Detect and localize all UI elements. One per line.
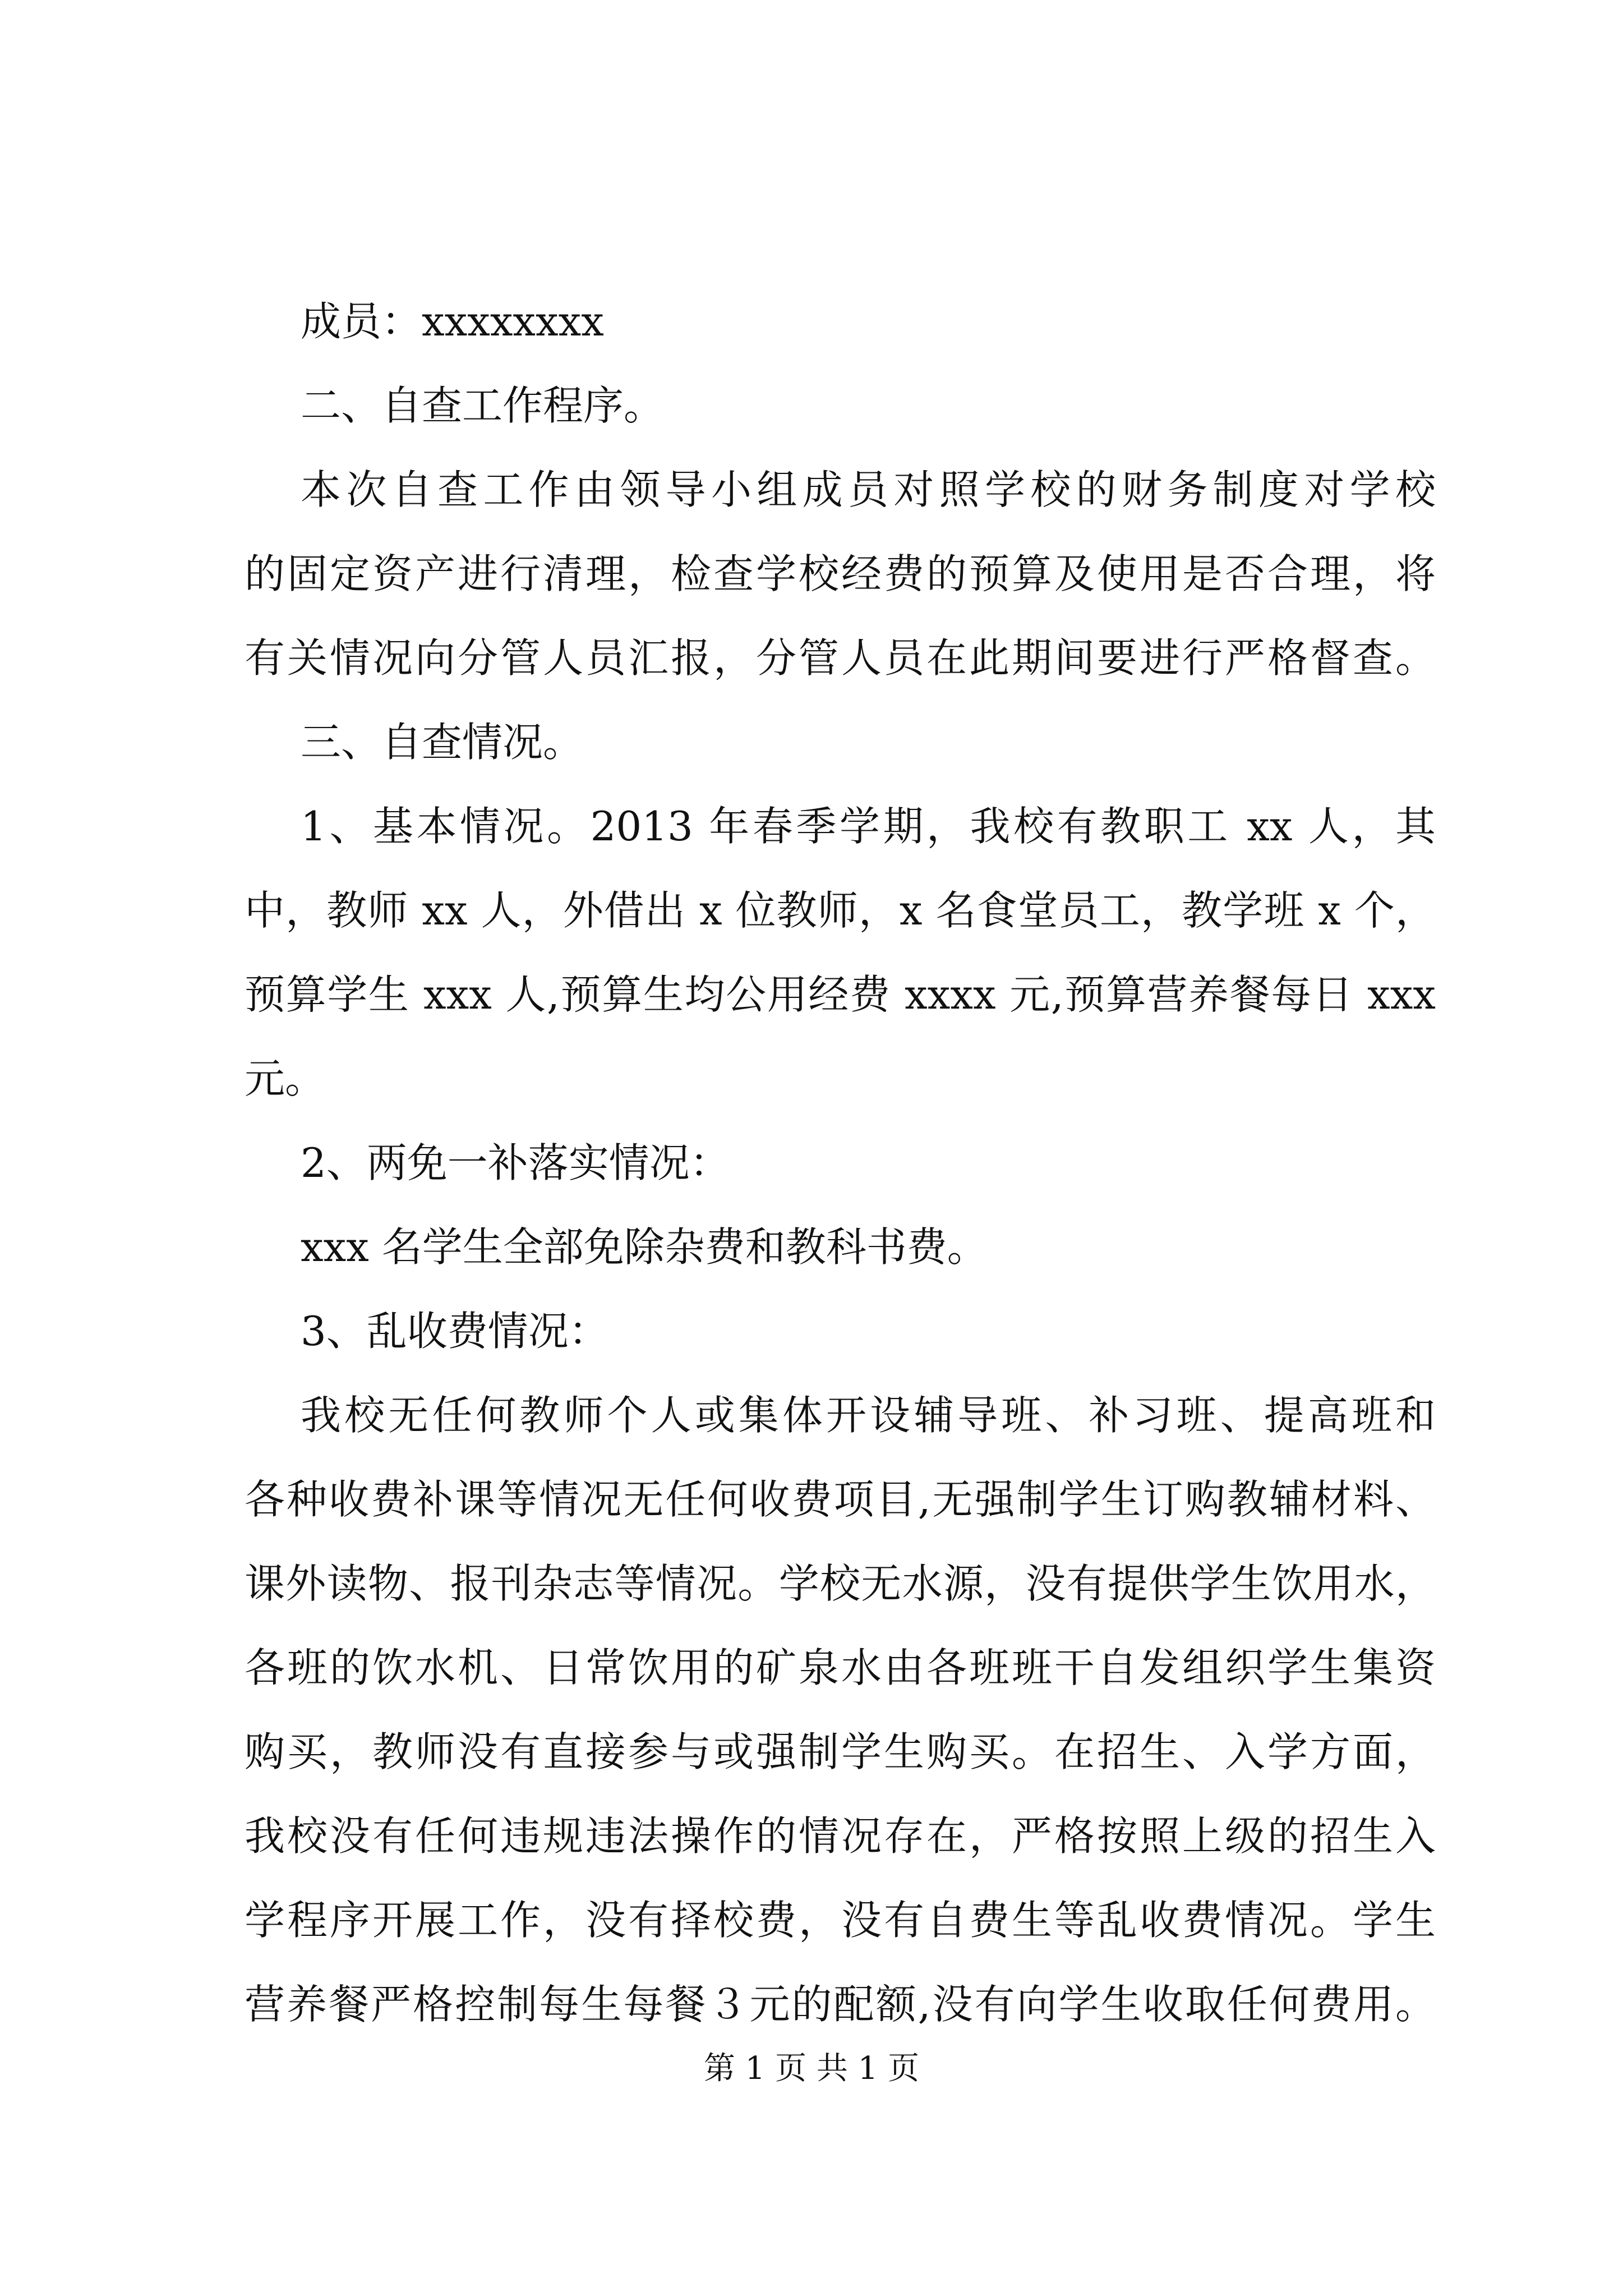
paragraph-procedure-line-2: 的固定资产进行清理，检查学校经费的预算及使用是否合理，将 bbox=[245, 550, 1436, 597]
paragraph-basic-line-4: 元。 bbox=[245, 1055, 326, 1102]
paragraph-fees-line-4: 各班的饮水机、日常饮用的矿泉水由各班班干自发组织学生集资 bbox=[245, 1644, 1436, 1691]
paragraph-fees-line-1: 我校无任何教师个人或集体开设辅导班、补习班、提高班和 bbox=[301, 1392, 1436, 1439]
paragraph-fees-line-2: 各种收费补课等情况无任何收费项目,无强制学生订购教辅材料、 bbox=[245, 1476, 1436, 1523]
paragraph-fees-line-6: 我校没有任何违规违法操作的情况存在，严格按照上级的招生入 bbox=[245, 1812, 1436, 1860]
heading-self-check-status: 三、自查情况。 bbox=[301, 719, 584, 766]
paragraph-fees-line-8: 营养餐严格控制每生每餐３元的配额,没有向学生收取任何费用。 bbox=[245, 1981, 1436, 2028]
paragraph-procedure-line-3: 有关情况向分管人员汇报，分管人员在此期间要进行严格督查。 bbox=[245, 634, 1436, 682]
paragraph-basic-line-1: 1、基本情况。2013 年春季学期，我校有教职工 xx 人，其 bbox=[301, 803, 1436, 850]
paragraph-fees-line-5: 购买，教师没有直接参与或强制学生购买。在招生、入学方面， bbox=[245, 1728, 1436, 1775]
paragraph-fees-line-7: 学程序开展工作，没有择校费，没有自费生等乱收费情况。学生 bbox=[245, 1897, 1436, 1944]
heading-illegal-fees: 3、乱收费情况： bbox=[301, 1308, 609, 1355]
paragraph-basic-line-2: 中，教师 xx 人，外借出 x 位教师，x 名食堂员工，教学班 x 个， bbox=[245, 887, 1436, 934]
page-number-footer: 第 1 页 共 1 页 bbox=[703, 2050, 920, 2087]
paragraph-exemptions: xxx 名学生全部免除杂费和教科书费。 bbox=[301, 1223, 988, 1271]
heading-two-exemptions: 2、两免一补落实情况： bbox=[301, 1139, 730, 1186]
paragraph-basic-line-3: 预算学生 xxx 人,预算生均公用经费 xxxx 元,预算营养餐每日 xxx bbox=[245, 971, 1436, 1018]
heading-self-check-procedure: 二、自查工作程序。 bbox=[301, 382, 665, 429]
line-members: 成员：xxxxxxxx bbox=[301, 298, 604, 345]
paragraph-fees-line-3: 课外读物、报刊杂志等情况。学校无水源，没有提供学生饮用水， bbox=[245, 1560, 1436, 1607]
paragraph-procedure-line-1: 本次自查工作由领导小组成员对照学校的财务制度对学校 bbox=[301, 466, 1436, 513]
